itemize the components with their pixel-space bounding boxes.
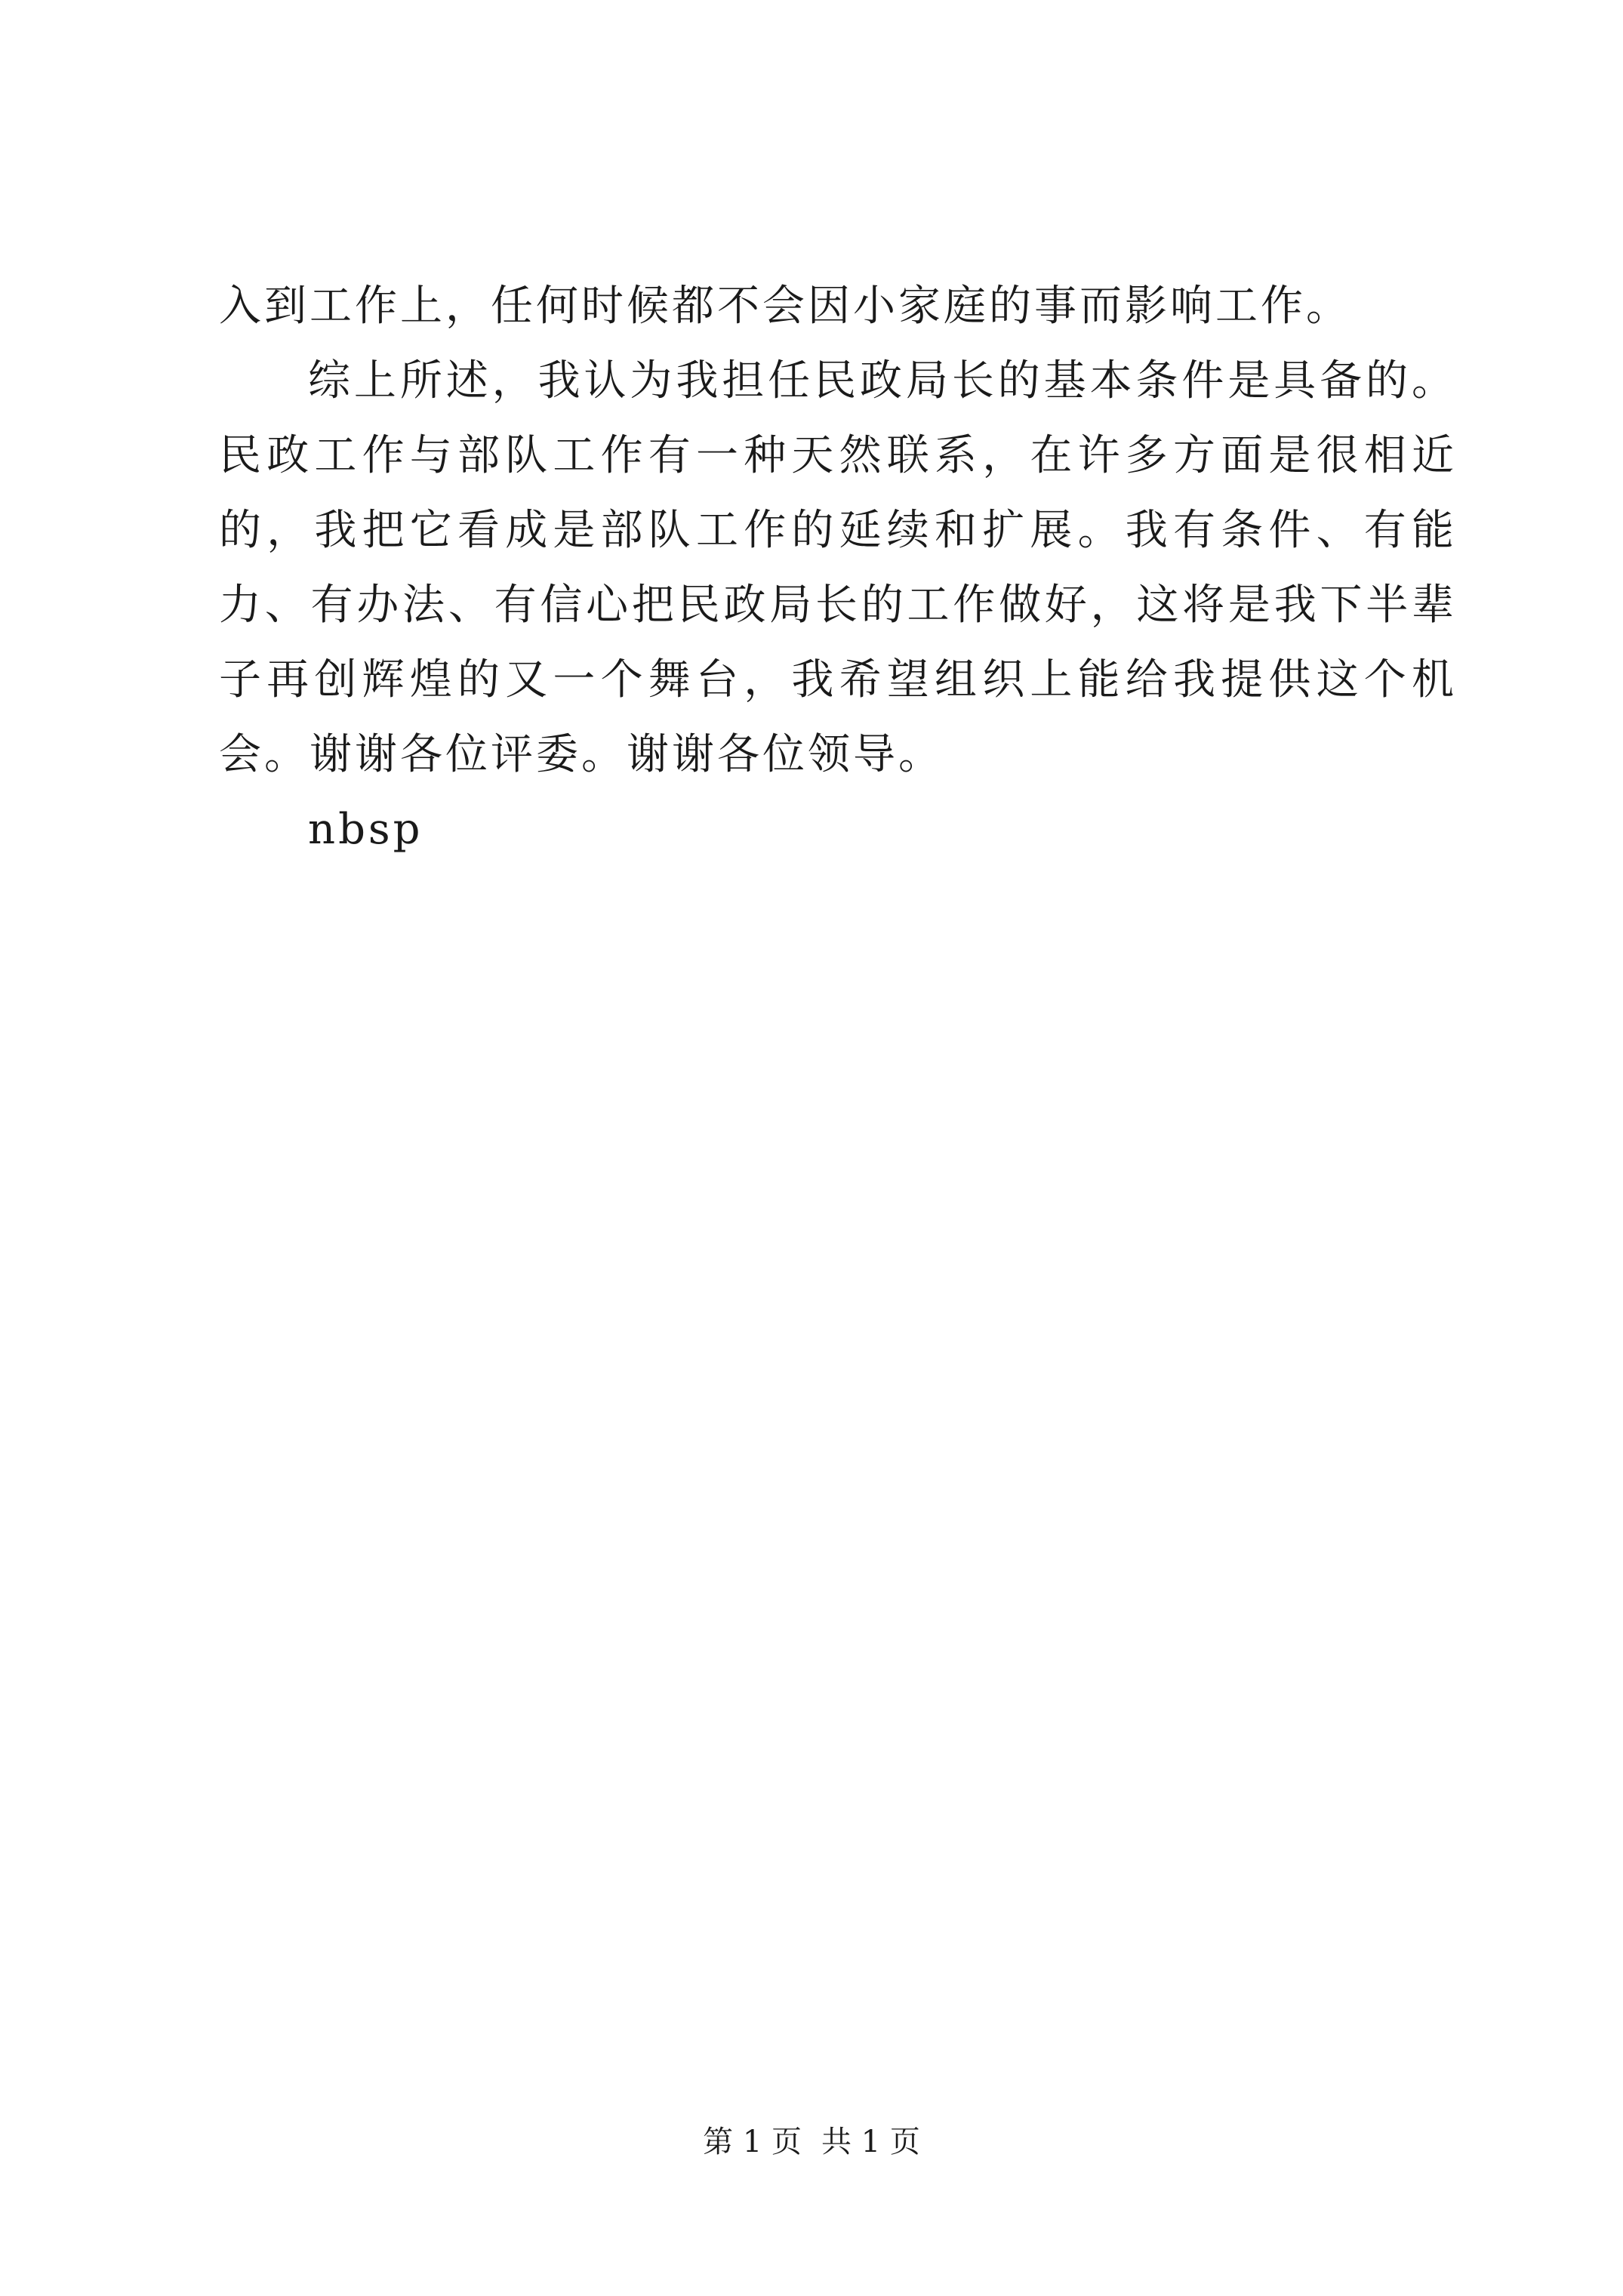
- paragraph-nbsp: nbsp: [308, 805, 423, 854]
- page-total: 共 1 页: [821, 2125, 920, 2159]
- paragraph-continuation: 入到工作上，任何时候都不会因小家庭的事而影响工作。: [219, 282, 1351, 331]
- document-body: [219, 269, 1457, 867]
- page-number: 第 1 页: [703, 2125, 802, 2159]
- page-footer: [0, 2123, 1623, 2161]
- paragraph-conclusion: 综上所述，我认为我担任民政局长的基本条件是具备的。民政工作与部队工作有一种天然联系，在许多方面是很相近的，我把它看成是部队工作的延续和扩展。我有条件、有能力、有办法、有信心把民政局长的工作做好，这将是我下半辈子再创辉煌的又一个舞台，我希望组织上能给我提供这个机会。谢谢各位评委。谢谢各位领导。: [219, 356, 1457, 779]
